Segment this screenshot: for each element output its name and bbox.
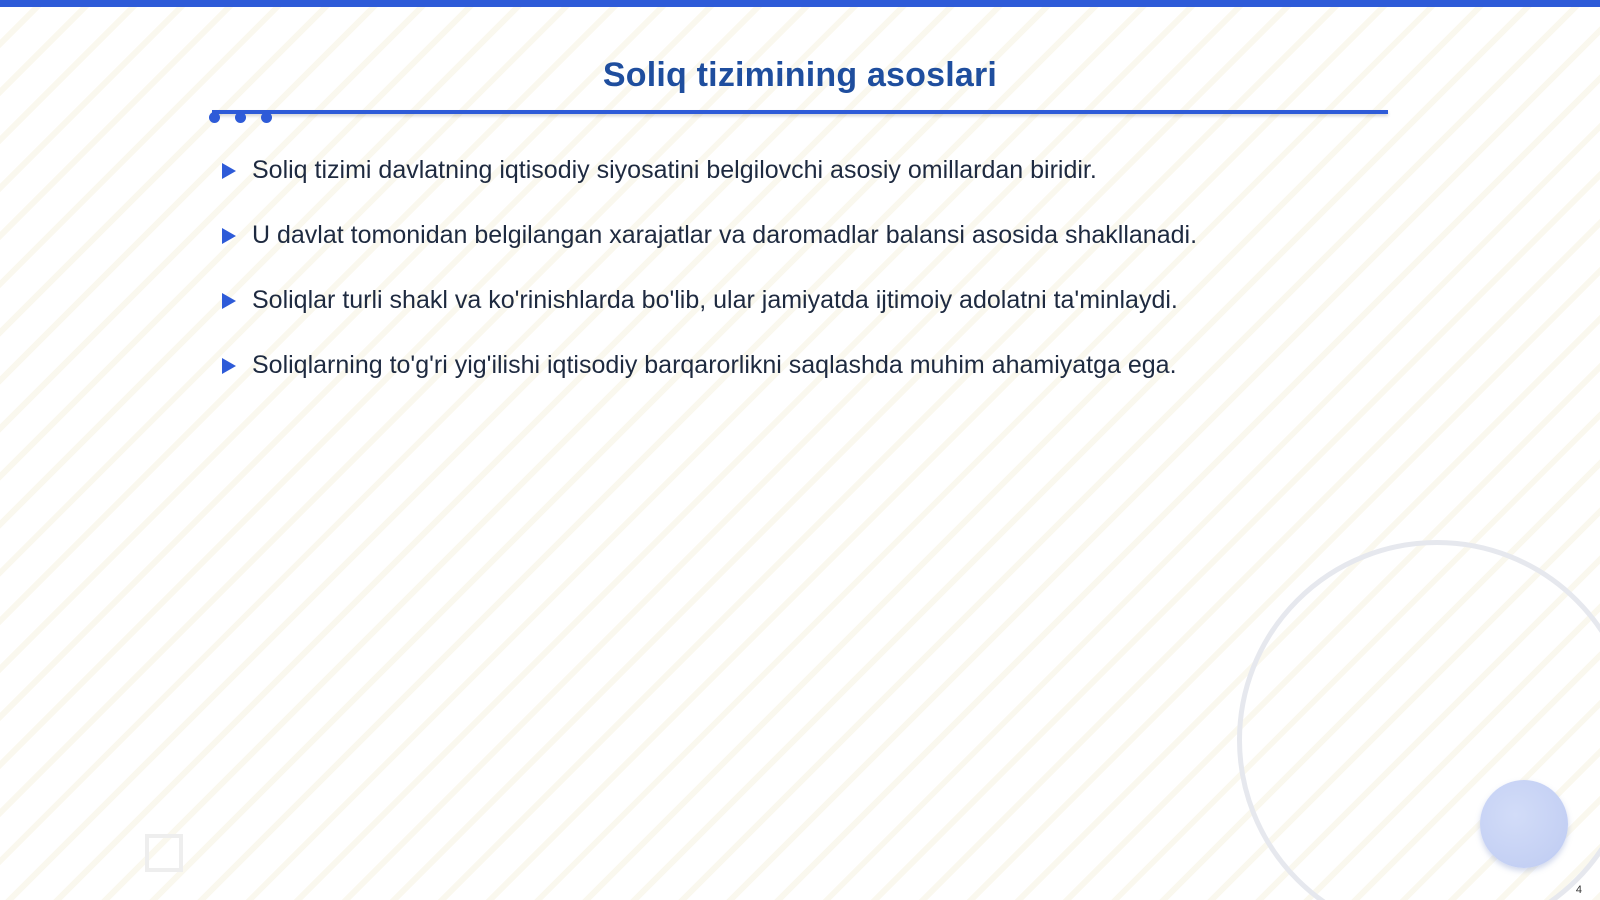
bullet-text: Soliq tizimi davlatning iqtisodiy siyosatini belgilovchi asosiy omillardan biridir. (252, 156, 1097, 184)
right-triangle-icon (222, 163, 236, 179)
underline-dot (209, 112, 220, 123)
underline-dot (235, 112, 246, 123)
bullet-text: Soliqlarning to'g'ri yig'ilishi iqtisodiy barqarorlikni saqlashda muhim ahamiyatga ega. (252, 351, 1177, 379)
list-item (222, 203, 1402, 268)
underline-dot (261, 112, 272, 123)
top-accent-bar (0, 0, 1600, 7)
list-item (222, 268, 1402, 333)
bullet-list (222, 138, 1402, 398)
right-triangle-icon (222, 358, 236, 374)
right-triangle-icon (222, 228, 236, 244)
bullet-text: Soliqlar turli shakl va ko'rinishlarda bo'lib, ular jamiyatda ijtimoiy adolatni ta'minlaydi. (252, 286, 1178, 314)
list-item (222, 138, 1402, 203)
title-underline (212, 110, 1388, 114)
decorative-circle (1480, 780, 1568, 868)
bullet-text: U davlat tomonidan belgilangan xarajatlar va daromadlar balansi asosida shakllanadi. (252, 221, 1198, 249)
slide-title: Soliq tizimining asoslari (602, 56, 998, 94)
list-item (222, 333, 1402, 398)
page-number: 4 (1575, 884, 1582, 896)
right-triangle-icon (222, 293, 236, 309)
decorative-square (145, 834, 183, 872)
